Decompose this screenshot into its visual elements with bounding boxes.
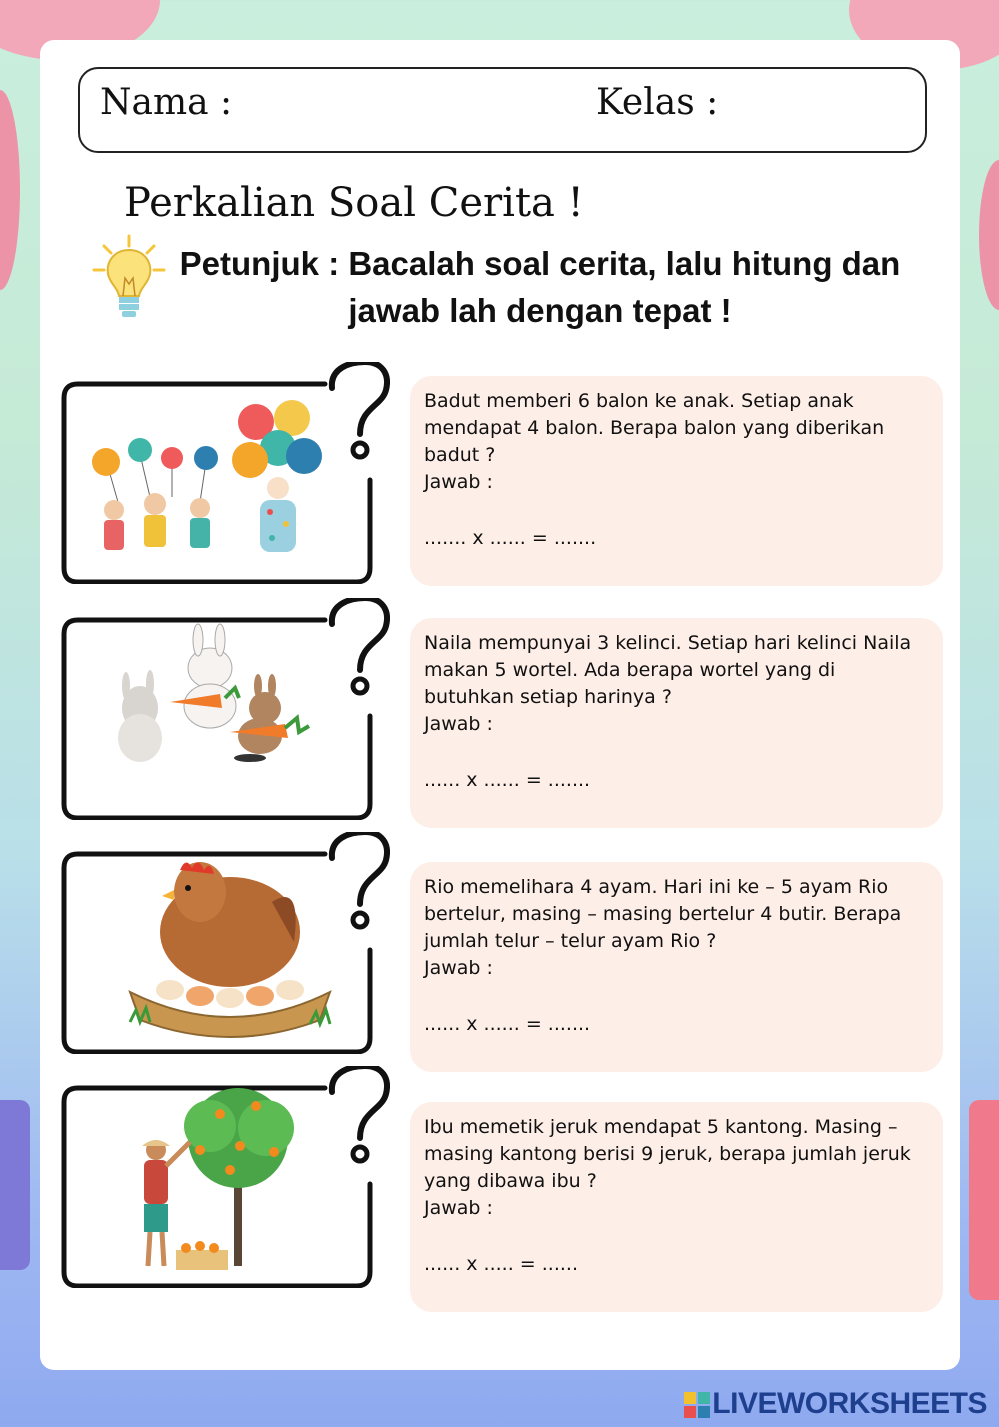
- clown-with-balloons-image: [92, 400, 322, 552]
- question-3-answer-label: Jawab :: [424, 957, 493, 979]
- question-2-answer-blank[interactable]: ...... x ...... = .......: [424, 769, 591, 791]
- question-2-box: [410, 618, 943, 828]
- question-4-text: Ibu memetik jeruk mendapat 5 kantong. Masing – masing kantong berisi 9 jeruk, berapa jumlah jeruk yang dibawa ibu ?: [424, 1116, 911, 1192]
- question-4-answer-blank[interactable]: ...... x ..... = ......: [424, 1253, 578, 1275]
- name-label: Nama :: [100, 82, 233, 123]
- question-1-box: [410, 376, 943, 586]
- question-3-answer-blank[interactable]: ...... x ...... = .......: [424, 1013, 591, 1035]
- lightbulb-icon: [92, 234, 166, 324]
- decor-blob-left: [0, 90, 20, 290]
- question-4-picture-frame: [60, 1066, 390, 1288]
- instructions-line-1: Petunjuk : Bacalah soal cerita, lalu hitung dan: [179, 245, 901, 282]
- liveworksheets-brand[interactable]: [684, 1387, 987, 1421]
- liveworksheets-logo-icon: [684, 1392, 710, 1418]
- page-title: Perkalian Soal Cerita !: [124, 180, 584, 226]
- decor-shape-right-bottom: [969, 1100, 999, 1300]
- question-3-box: [410, 862, 943, 1072]
- instructions-line-2: jawab lah dengan tepat !: [348, 292, 732, 329]
- question-2-text: Naila mempunyai 3 kelinci. Setiap hari kelinci Naila makan 5 wortel. Ada berapa wortel yang di butuhkan setiap harinya ?: [424, 632, 912, 708]
- question-2-answer-label: Jawab :: [424, 713, 493, 735]
- instructions: [170, 240, 910, 334]
- question-1-picture-frame: [60, 362, 390, 584]
- question-3-picture-frame: [60, 832, 390, 1054]
- question-1-answer-label: Jawab :: [424, 471, 493, 493]
- question-3-text: Rio memelihara 4 ayam. Hari ini ke – 5 ayam Rio bertelur, masing – masing bertelur 4 butir. Berapa jumlah telur – telur ayam Rio ?: [424, 876, 902, 952]
- hen-in-nest-image: [130, 862, 330, 1037]
- question-1-text: Badut memberi 6 balon ke anak. Setiap anak mendapat 4 balon. Berapa balon yang diberikan badut ?: [424, 390, 885, 466]
- brand-name: LIVEWORKSHEETS: [712, 1387, 987, 1420]
- rabbits-with-carrots-image: [118, 624, 309, 762]
- decor-shape-left-bottom: [0, 1100, 30, 1270]
- orange-picker-image: [142, 1088, 294, 1270]
- question-4-answer-label: Jawab :: [424, 1197, 493, 1219]
- question-2-picture-frame: [60, 598, 390, 820]
- question-4-box: [410, 1102, 943, 1312]
- class-label: Kelas :: [596, 82, 719, 123]
- decor-blob-right: [979, 160, 999, 310]
- question-1-answer-blank[interactable]: ....... x ...... = .......: [424, 527, 597, 549]
